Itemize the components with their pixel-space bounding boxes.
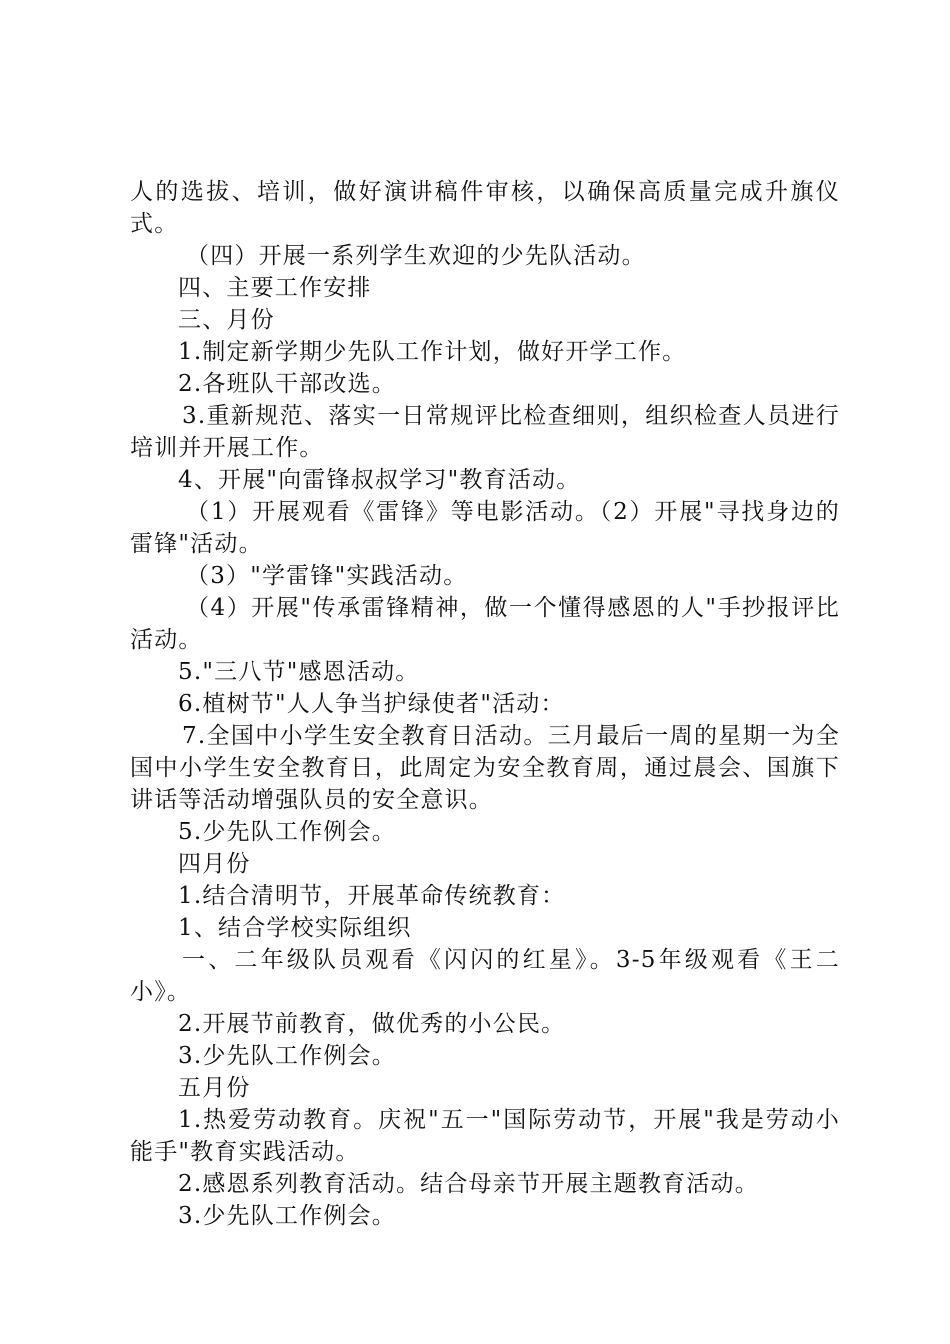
heading-may: 五月份	[178, 1075, 251, 1101]
paragraph-march-item-3: 3.重新规范、落实一日常规评比检查细则，组织检查人员进行培训并开展工作。	[130, 403, 840, 461]
paragraph-march-item-2: 2.各班队干部改选。	[178, 371, 396, 397]
document-body	[130, 176, 840, 1232]
paragraph-march-item-4: 4、开展"向雷锋叔叔学习"教育活动。	[178, 467, 581, 493]
paragraph-april-item-1: 1.结合清明节，开展革命传统教育：	[178, 883, 566, 909]
paragraph-safety-education-day: 7.全国中小学生安全教育日活动。三月最后一周的星期一为全国中小学生安全教育日，此周定为安全教育周，通过晨会、国旗下讲话等活动增强队员的安全意识。	[130, 723, 840, 813]
paragraph-april-item-2: 2.开展节前教育，做优秀的小公民。	[178, 1011, 566, 1037]
heading-march: 三、月份	[178, 307, 275, 333]
paragraph-may-item-1: 1.热爱劳动教育。庆祝"五一"国际劳动节，开展"我是劳动小能手"教育实践活动。	[130, 1107, 840, 1165]
paragraph-march-meeting: 5.少先队工作例会。	[178, 819, 396, 845]
paragraph-may-item-3: 3.少先队工作例会。	[178, 1203, 396, 1229]
paragraph-selection-training: 人的选拔、培训，做好演讲稿件审核，以确保高质量完成升旗仪式。	[130, 179, 840, 237]
paragraph-april-organize: 1、结合学校实际组织	[178, 915, 412, 941]
paragraph-section-four-activities: （四）开展一系列学生欢迎的少先队活动。	[186, 243, 646, 269]
paragraph-lei-feng-movies: （1）开展观看《雷锋》等电影活动。（2）开展"寻找身边的雷锋"活动。	[130, 499, 840, 557]
paragraph-april-movies: 一、二年级队员观看《闪闪的红星》。3-5年级观看《王二小》。	[130, 947, 840, 1005]
paragraph-april-item-3: 3.少先队工作例会。	[178, 1043, 396, 1069]
paragraph-lei-feng-handbill: （4）开展"传承雷锋精神，做一个懂得感恩的人"手抄报评比活动。	[130, 595, 840, 653]
heading-april: 四月份	[178, 851, 251, 877]
paragraph-womens-day: 5."三八节"感恩活动。	[178, 659, 420, 685]
paragraph-may-item-2: 2.感恩系列教育活动。结合母亲节开展主题教育活动。	[178, 1171, 759, 1197]
heading-main-work-arrangement: 四、主要工作安排	[178, 275, 372, 301]
paragraph-lei-feng-practice: （3）"学雷锋"实践活动。	[186, 563, 468, 589]
paragraph-march-item-1: 1.制定新学期少先队工作计划，做好开学工作。	[178, 339, 687, 365]
paragraph-arbor-day: 6.植树节"人人争当护绿使者"活动：	[178, 691, 565, 717]
